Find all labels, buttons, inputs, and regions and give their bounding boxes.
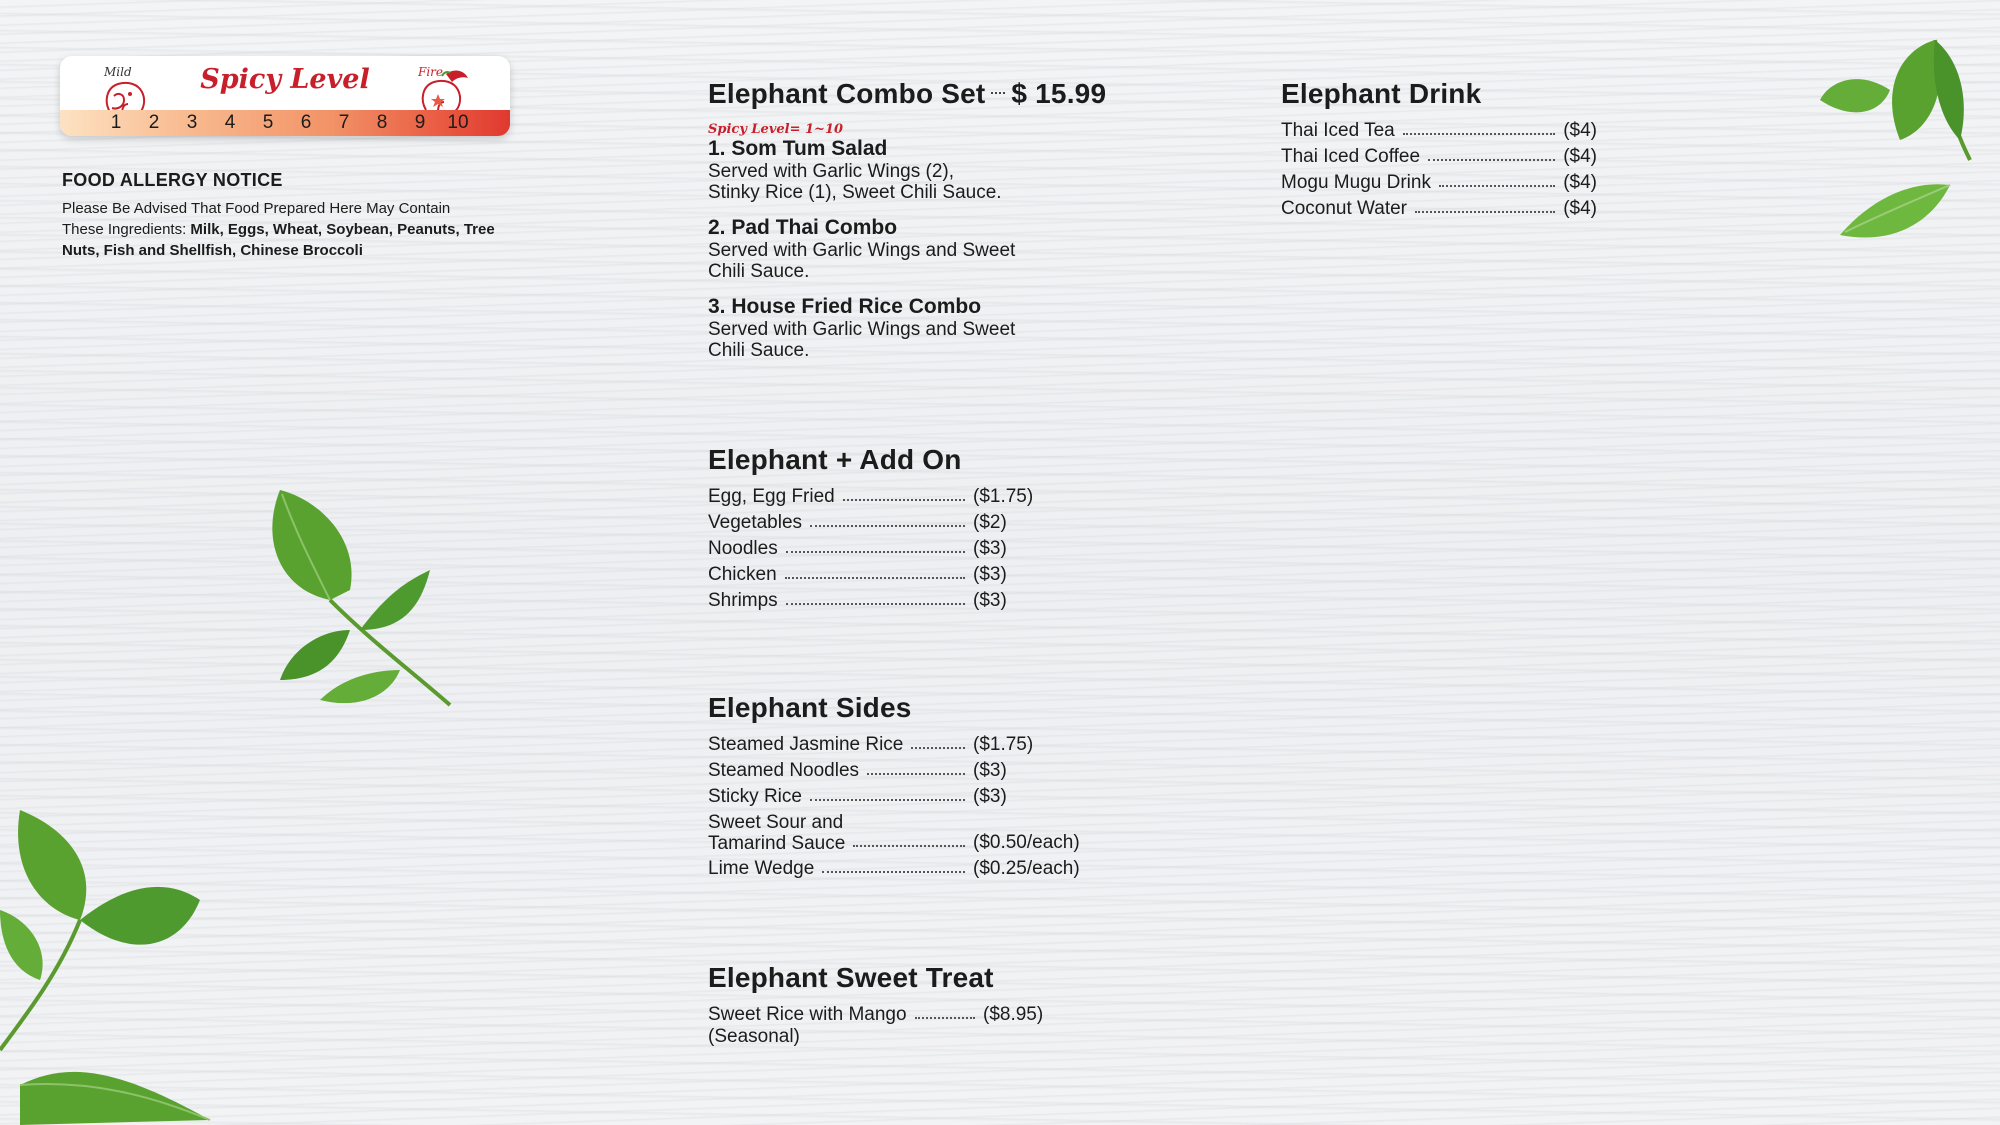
combo-title: Elephant Combo Set <box>708 78 986 109</box>
combo-item-desc: Served with Garlic Wings and Sweet <box>708 319 1016 340</box>
list-item: Lime Wedge ($0.25/each) <box>708 858 1080 879</box>
sweet-title: Elephant Sweet Treat <box>708 962 994 993</box>
combo-item-title: 3. House Fried Rice Combo <box>708 295 982 318</box>
combo-item-desc: Chili Sauce. <box>708 340 810 361</box>
list-item: Thai Iced Tea ($4) <box>1281 120 1597 141</box>
fire-label: Fire <box>418 65 444 79</box>
combo-item <box>708 216 1148 282</box>
allergy-line: Please Be Advised That Food Prepared Here May Contain <box>62 200 451 217</box>
combo-price: $ 15.99 <box>1011 78 1107 109</box>
combo-spicy-note: Spicy Level= 1~10 <box>708 122 844 137</box>
combo-item-title: 1. Som Tum Salad <box>708 137 888 160</box>
scale-number: 8 <box>376 112 388 133</box>
list-item: Chicken ($3) <box>708 564 1007 585</box>
scale-number: 9 <box>414 112 426 133</box>
combo-item <box>708 295 1148 361</box>
combo-item-desc: Served with Garlic Wings and Sweet <box>708 240 1016 261</box>
allergy-notice-title: FOOD ALLERGY NOTICE <box>62 170 283 190</box>
drink-title: Elephant Drink <box>1281 78 1482 109</box>
scale-number: 1 <box>110 112 122 133</box>
list-item: Steamed Jasmine Rice ($1.75) <box>708 734 1034 755</box>
combo-item-desc: Served with Garlic Wings (2), <box>708 161 955 182</box>
scale-number: 4 <box>224 112 236 133</box>
combo-title-row <box>708 78 1148 110</box>
list-item-note: (Seasonal) <box>708 1026 800 1047</box>
scale-number: 2 <box>148 112 160 133</box>
scale-number: 5 <box>262 112 274 133</box>
mild-label: Mild <box>104 65 132 79</box>
scale-number: 6 <box>300 112 312 133</box>
list-item: Vegetables ($2) <box>708 512 1007 533</box>
list-item: Shrimps ($3) <box>708 590 1007 611</box>
combo-dots <box>991 92 1005 94</box>
spicy-level-card <box>60 56 510 136</box>
list-item: Sweet Rice with Mango ($8.95) <box>708 1004 1044 1025</box>
list-item: Sweet Sour and Tamarind Sauce ($0.50/each) <box>708 812 1080 854</box>
scale-number: 10 <box>447 112 469 133</box>
sides-title: Elephant Sides <box>708 692 912 723</box>
spicy-scale-bar <box>60 110 510 136</box>
combo-item <box>708 137 1148 203</box>
combo-section <box>708 78 1148 361</box>
scale-number: 7 <box>338 112 350 133</box>
basil-leaf-icon <box>1820 10 2000 250</box>
combo-item-desc: Chili Sauce. <box>708 261 810 282</box>
list-item: Steamed Noodles ($3) <box>708 760 1007 781</box>
list-item: Noodles ($3) <box>708 538 1007 559</box>
add-on-title: Elephant + Add On <box>708 444 962 475</box>
list-item: Coconut Water ($4) <box>1281 198 1597 219</box>
sides-section <box>708 692 1108 880</box>
basil-leaf-icon <box>0 800 220 1125</box>
drink-section <box>1281 78 1597 220</box>
combo-item-title: 2. Pad Thai Combo <box>708 216 898 239</box>
basil-leaf-icon <box>240 480 460 710</box>
sweet-section <box>708 962 1058 1048</box>
allergy-line-prefix: These Ingredients: <box>62 221 187 238</box>
add-on-section <box>708 444 1048 612</box>
list-item: Egg, Egg Fried ($1.75) <box>708 486 1034 507</box>
allergy-ingredients: Milk, Eggs, Wheat, Soybean, Peanuts, Tree Nuts, Fish and Shellfish, Chinese Broccoli <box>62 221 495 259</box>
list-item: Thai Iced Coffee ($4) <box>1281 146 1597 167</box>
list-item: Sticky Rice ($3) <box>708 786 1007 807</box>
combo-item-desc: Stinky Rice (1), Sweet Chili Sauce. <box>708 182 1002 203</box>
allergy-notice-text <box>62 198 532 261</box>
spicy-level-title: Spicy Level <box>200 64 370 95</box>
list-item: Mogu Mugu Drink ($4) <box>1281 172 1597 193</box>
scale-number: 3 <box>186 112 198 133</box>
